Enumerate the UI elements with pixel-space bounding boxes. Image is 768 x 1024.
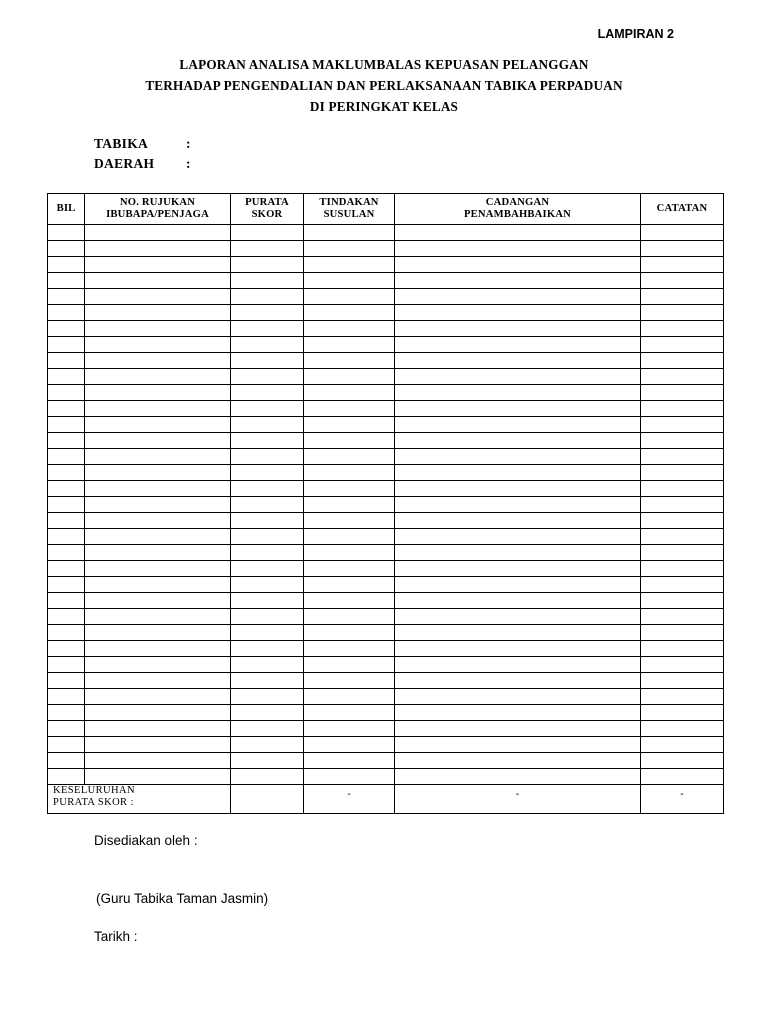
cell-bil[interactable] — [48, 433, 85, 449]
feedback-table — [47, 193, 724, 814]
cell-tindakan[interactable] — [304, 305, 395, 321]
cell-purata[interactable] — [231, 593, 304, 609]
table-row — [48, 385, 724, 401]
cell-rujukan[interactable] — [85, 497, 231, 513]
cell-cadangan[interactable] — [395, 449, 641, 465]
cell-catatan[interactable] — [641, 465, 724, 481]
cell-purata[interactable] — [231, 497, 304, 513]
cell-catatan[interactable] — [641, 721, 724, 737]
cell-bil[interactable] — [48, 401, 85, 417]
cell-catatan[interactable] — [641, 241, 724, 257]
table-row — [48, 529, 724, 545]
table-row — [48, 769, 724, 785]
table-row — [48, 513, 724, 529]
cell-catatan[interactable] — [641, 321, 724, 337]
table-row — [48, 465, 724, 481]
cell-catatan[interactable] — [641, 257, 724, 273]
header-bil: BIL — [48, 194, 85, 225]
table-row — [48, 449, 724, 465]
cell-catatan[interactable] — [641, 273, 724, 289]
cell-purata[interactable] — [231, 273, 304, 289]
cell-bil[interactable] — [48, 513, 85, 529]
table-row — [48, 353, 724, 369]
cell-rujukan[interactable] — [85, 561, 231, 577]
cell-purata[interactable] — [231, 529, 304, 545]
cell-cadangan[interactable] — [395, 465, 641, 481]
cell-rujukan[interactable] — [85, 529, 231, 545]
table-row — [48, 305, 724, 321]
table-row — [48, 433, 724, 449]
cell-tindakan[interactable] — [304, 609, 395, 625]
cell-bil[interactable] — [48, 353, 85, 369]
cell-cadangan[interactable] — [395, 273, 641, 289]
cell-purata[interactable] — [231, 449, 304, 465]
cell-purata[interactable] — [231, 737, 304, 753]
cell-cadangan[interactable] — [395, 641, 641, 657]
cell-catatan[interactable] — [641, 609, 724, 625]
report-title — [0, 54, 768, 117]
cell-bil[interactable] — [48, 369, 85, 385]
table-row — [48, 561, 724, 577]
cell-purata[interactable] — [231, 353, 304, 369]
summary-purata-cell[interactable] — [231, 785, 304, 814]
cell-rujukan[interactable] — [85, 385, 231, 401]
table-row — [48, 657, 724, 673]
cell-catatan[interactable] — [641, 657, 724, 673]
cell-purata[interactable] — [231, 721, 304, 737]
cell-rujukan[interactable] — [85, 369, 231, 385]
cell-tindakan[interactable] — [304, 449, 395, 465]
summary-cadangan-cell: - — [395, 785, 641, 814]
prepared-by-label: Disediakan oleh : — [94, 833, 198, 848]
cell-cadangan[interactable] — [395, 241, 641, 257]
cell-cadangan[interactable] — [395, 769, 641, 785]
cell-purata[interactable] — [231, 241, 304, 257]
cell-purata[interactable] — [231, 641, 304, 657]
cell-bil[interactable] — [48, 545, 85, 561]
table-row — [48, 577, 724, 593]
tabika-colon: : — [186, 136, 191, 151]
cell-purata[interactable] — [231, 673, 304, 689]
table-row — [48, 705, 724, 721]
cell-catatan[interactable] — [641, 337, 724, 353]
cell-catatan[interactable] — [641, 225, 724, 241]
cell-bil[interactable] — [48, 449, 85, 465]
table-body — [48, 225, 724, 814]
cell-tindakan[interactable] — [304, 497, 395, 513]
table-row — [48, 481, 724, 497]
cell-bil[interactable] — [48, 481, 85, 497]
cell-purata[interactable] — [231, 417, 304, 433]
cell-purata[interactable] — [231, 385, 304, 401]
table-row — [48, 241, 724, 257]
cell-purata[interactable] — [231, 369, 304, 385]
cell-tindakan[interactable] — [304, 577, 395, 593]
cell-rujukan[interactable] — [85, 417, 231, 433]
cell-purata[interactable] — [231, 705, 304, 721]
cell-bil[interactable] — [48, 561, 85, 577]
cell-tindakan[interactable] — [304, 529, 395, 545]
cell-bil[interactable] — [48, 641, 85, 657]
cell-purata[interactable] — [231, 753, 304, 769]
cell-purata[interactable] — [231, 689, 304, 705]
cell-rujukan[interactable] — [85, 353, 231, 369]
cell-bil[interactable] — [48, 529, 85, 545]
cell-purata[interactable] — [231, 625, 304, 641]
cell-catatan[interactable] — [641, 289, 724, 305]
cell-purata[interactable] — [231, 769, 304, 785]
summary-label: KESELURUHAN PURATA SKOR : — [48, 785, 231, 814]
cell-tindakan[interactable] — [304, 289, 395, 305]
cell-rujukan[interactable] — [85, 577, 231, 593]
cell-rujukan[interactable] — [85, 305, 231, 321]
cell-cadangan[interactable] — [395, 481, 641, 497]
cell-bil[interactable] — [48, 289, 85, 305]
cell-cadangan[interactable] — [395, 753, 641, 769]
cell-rujukan[interactable] — [85, 545, 231, 561]
cell-catatan[interactable] — [641, 737, 724, 753]
cell-cadangan[interactable] — [395, 721, 641, 737]
cell-rujukan[interactable] — [85, 625, 231, 641]
cell-rujukan[interactable] — [85, 433, 231, 449]
cell-tindakan[interactable] — [304, 481, 395, 497]
cell-cadangan[interactable] — [395, 225, 641, 241]
cell-tindakan[interactable] — [304, 241, 395, 257]
cell-cadangan[interactable] — [395, 561, 641, 577]
summary-row — [48, 785, 724, 814]
tabika-field — [94, 136, 191, 152]
cell-catatan[interactable] — [641, 577, 724, 593]
cell-cadangan[interactable] — [395, 385, 641, 401]
table-row — [48, 257, 724, 273]
cell-rujukan[interactable] — [85, 273, 231, 289]
cell-bil[interactable] — [48, 721, 85, 737]
table-row — [48, 625, 724, 641]
cell-tindakan[interactable] — [304, 737, 395, 753]
cell-purata[interactable] — [231, 513, 304, 529]
teacher-name: (Guru Tabika Taman Jasmin) — [96, 891, 269, 906]
table-row — [48, 369, 724, 385]
table-row — [48, 321, 724, 337]
header-rujukan: NO. RUJUKAN IBUBAPA/PENJAGA — [85, 194, 231, 225]
cell-tindakan[interactable] — [304, 369, 395, 385]
cell-rujukan[interactable] — [85, 641, 231, 657]
cell-tindakan[interactable] — [304, 625, 395, 641]
cell-rujukan[interactable] — [85, 673, 231, 689]
cell-tindakan[interactable] — [304, 513, 395, 529]
cell-tindakan[interactable] — [304, 465, 395, 481]
cell-rujukan[interactable] — [85, 321, 231, 337]
attachment-label: LAMPIRAN 2 — [597, 27, 674, 41]
cell-tindakan[interactable] — [304, 721, 395, 737]
cell-tindakan[interactable] — [304, 321, 395, 337]
cell-bil[interactable] — [48, 753, 85, 769]
table-row — [48, 641, 724, 657]
cell-catatan[interactable] — [641, 401, 724, 417]
cell-catatan[interactable] — [641, 513, 724, 529]
cell-purata[interactable] — [231, 225, 304, 241]
cell-catatan[interactable] — [641, 433, 724, 449]
cell-rujukan[interactable] — [85, 449, 231, 465]
cell-catatan[interactable] — [641, 417, 724, 433]
cell-bil[interactable] — [48, 657, 85, 673]
table-header-row — [48, 194, 724, 225]
summary-tindakan-cell: - — [304, 785, 395, 814]
cell-rujukan[interactable] — [85, 241, 231, 257]
cell-bil[interactable] — [48, 385, 85, 401]
cell-cadangan[interactable] — [395, 657, 641, 673]
cell-cadangan[interactable] — [395, 529, 641, 545]
cell-purata[interactable] — [231, 401, 304, 417]
cell-catatan[interactable] — [641, 561, 724, 577]
cell-catatan[interactable] — [641, 545, 724, 561]
cell-cadangan[interactable] — [395, 705, 641, 721]
table-row — [48, 401, 724, 417]
header-catatan: CATATAN — [641, 194, 724, 225]
cell-rujukan[interactable] — [85, 705, 231, 721]
cell-cadangan[interactable] — [395, 401, 641, 417]
cell-catatan[interactable] — [641, 497, 724, 513]
cell-tindakan[interactable] — [304, 753, 395, 769]
tabika-label: TABIKA — [94, 136, 149, 151]
cell-tindakan[interactable] — [304, 257, 395, 273]
cell-catatan[interactable] — [641, 305, 724, 321]
table-row — [48, 417, 724, 433]
cell-cadangan[interactable] — [395, 289, 641, 305]
cell-catatan[interactable] — [641, 481, 724, 497]
cell-purata[interactable] — [231, 465, 304, 481]
cell-bil[interactable] — [48, 689, 85, 705]
title-line-1: LAPORAN ANALISA MAKLUMBALAS KEPUASAN PELANGGAN — [179, 57, 589, 72]
cell-purata[interactable] — [231, 561, 304, 577]
header-purata: PURATA SKOR — [231, 194, 304, 225]
cell-purata[interactable] — [231, 577, 304, 593]
cell-bil[interactable] — [48, 465, 85, 481]
cell-rujukan[interactable] — [85, 593, 231, 609]
cell-purata[interactable] — [231, 305, 304, 321]
cell-cadangan[interactable] — [395, 337, 641, 353]
daerah-field — [94, 156, 191, 172]
cell-bil[interactable] — [48, 241, 85, 257]
cell-cadangan[interactable] — [395, 513, 641, 529]
cell-tindakan[interactable] — [304, 657, 395, 673]
table-row — [48, 721, 724, 737]
cell-bil[interactable] — [48, 737, 85, 753]
cell-bil[interactable] — [48, 769, 85, 785]
cell-bil[interactable] — [48, 417, 85, 433]
cell-cadangan[interactable] — [395, 257, 641, 273]
cell-cadangan[interactable] — [395, 737, 641, 753]
cell-rujukan[interactable] — [85, 257, 231, 273]
summary-catatan-cell: - — [641, 785, 724, 814]
cell-bil[interactable] — [48, 337, 85, 353]
cell-tindakan[interactable] — [304, 561, 395, 577]
cell-catatan[interactable] — [641, 769, 724, 785]
table-row — [48, 673, 724, 689]
cell-rujukan[interactable] — [85, 481, 231, 497]
title-line-3: DI PERINGKAT KELAS — [309, 99, 459, 114]
cell-catatan[interactable] — [641, 673, 724, 689]
cell-purata[interactable] — [231, 433, 304, 449]
cell-catatan[interactable] — [641, 593, 724, 609]
cell-catatan[interactable] — [641, 705, 724, 721]
cell-cadangan[interactable] — [395, 433, 641, 449]
cell-tindakan[interactable] — [304, 545, 395, 561]
daerah-label: DAERAH — [94, 156, 155, 171]
cell-cadangan[interactable] — [395, 353, 641, 369]
date-label: Tarikh : — [94, 929, 138, 944]
title-line-2: TERHADAP PENGENDALIAN DAN PERLAKSANAAN TABIKA PERPADUAN — [145, 78, 623, 93]
cell-rujukan[interactable] — [85, 465, 231, 481]
cell-rujukan[interactable] — [85, 689, 231, 705]
cell-tindakan[interactable] — [304, 705, 395, 721]
cell-catatan[interactable] — [641, 529, 724, 545]
table-row — [48, 289, 724, 305]
cell-catatan[interactable] — [641, 625, 724, 641]
cell-catatan[interactable] — [641, 385, 724, 401]
cell-purata[interactable] — [231, 481, 304, 497]
table-row — [48, 273, 724, 289]
cell-rujukan[interactable] — [85, 737, 231, 753]
table-row — [48, 689, 724, 705]
cell-cadangan[interactable] — [395, 689, 641, 705]
cell-catatan[interactable] — [641, 641, 724, 657]
cell-purata[interactable] — [231, 337, 304, 353]
cell-catatan[interactable] — [641, 689, 724, 705]
cell-bil[interactable] — [48, 625, 85, 641]
cell-cadangan[interactable] — [395, 673, 641, 689]
cell-cadangan[interactable] — [395, 545, 641, 561]
cell-rujukan[interactable] — [85, 225, 231, 241]
table-row — [48, 337, 724, 353]
cell-purata[interactable] — [231, 657, 304, 673]
cell-tindakan[interactable] — [304, 225, 395, 241]
cell-cadangan[interactable] — [395, 609, 641, 625]
header-tindakan: TINDAKAN SUSULAN — [304, 194, 395, 225]
cell-rujukan[interactable] — [85, 337, 231, 353]
table-row — [48, 545, 724, 561]
cell-rujukan[interactable] — [85, 753, 231, 769]
table-row — [48, 225, 724, 241]
cell-catatan[interactable] — [641, 449, 724, 465]
daerah-colon: : — [186, 156, 191, 171]
cell-bil[interactable] — [48, 273, 85, 289]
cell-tindakan[interactable] — [304, 673, 395, 689]
cell-tindakan[interactable] — [304, 417, 395, 433]
cell-bil[interactable] — [48, 593, 85, 609]
cell-purata[interactable] — [231, 609, 304, 625]
cell-purata[interactable] — [231, 321, 304, 337]
cell-tindakan[interactable] — [304, 273, 395, 289]
cell-cadangan[interactable] — [395, 305, 641, 321]
table-row — [48, 737, 724, 753]
cell-catatan[interactable] — [641, 753, 724, 769]
cell-cadangan[interactable] — [395, 593, 641, 609]
cell-tindakan[interactable] — [304, 337, 395, 353]
table-row — [48, 753, 724, 769]
cell-purata[interactable] — [231, 289, 304, 305]
cell-rujukan[interactable] — [85, 609, 231, 625]
cell-rujukan[interactable] — [85, 289, 231, 305]
cell-bil[interactable] — [48, 225, 85, 241]
cell-tindakan[interactable] — [304, 689, 395, 705]
cell-cadangan[interactable] — [395, 577, 641, 593]
cell-bil[interactable] — [48, 609, 85, 625]
table-row — [48, 609, 724, 625]
cell-catatan[interactable] — [641, 369, 724, 385]
cell-bil[interactable] — [48, 497, 85, 513]
cell-cadangan[interactable] — [395, 321, 641, 337]
cell-tindakan[interactable] — [304, 385, 395, 401]
cell-bil[interactable] — [48, 673, 85, 689]
cell-rujukan[interactable] — [85, 721, 231, 737]
cell-tindakan[interactable] — [304, 641, 395, 657]
cell-cadangan[interactable] — [395, 417, 641, 433]
cell-purata[interactable] — [231, 257, 304, 273]
cell-rujukan[interactable] — [85, 769, 231, 785]
cell-purata[interactable] — [231, 545, 304, 561]
cell-rujukan[interactable] — [85, 657, 231, 673]
cell-rujukan[interactable] — [85, 513, 231, 529]
cell-bil[interactable] — [48, 305, 85, 321]
cell-cadangan[interactable] — [395, 369, 641, 385]
cell-tindakan[interactable] — [304, 769, 395, 785]
table-row — [48, 593, 724, 609]
header-cadangan: CADANGAN PENAMBAHBAIKAN — [395, 194, 641, 225]
cell-bil[interactable] — [48, 321, 85, 337]
cell-cadangan[interactable] — [395, 497, 641, 513]
cell-tindakan[interactable] — [304, 433, 395, 449]
cell-bil[interactable] — [48, 257, 85, 273]
cell-cadangan[interactable] — [395, 625, 641, 641]
cell-tindakan[interactable] — [304, 353, 395, 369]
cell-tindakan[interactable] — [304, 401, 395, 417]
cell-tindakan[interactable] — [304, 593, 395, 609]
cell-rujukan[interactable] — [85, 401, 231, 417]
cell-bil[interactable] — [48, 705, 85, 721]
cell-catatan[interactable] — [641, 353, 724, 369]
cell-bil[interactable] — [48, 577, 85, 593]
table-row — [48, 497, 724, 513]
